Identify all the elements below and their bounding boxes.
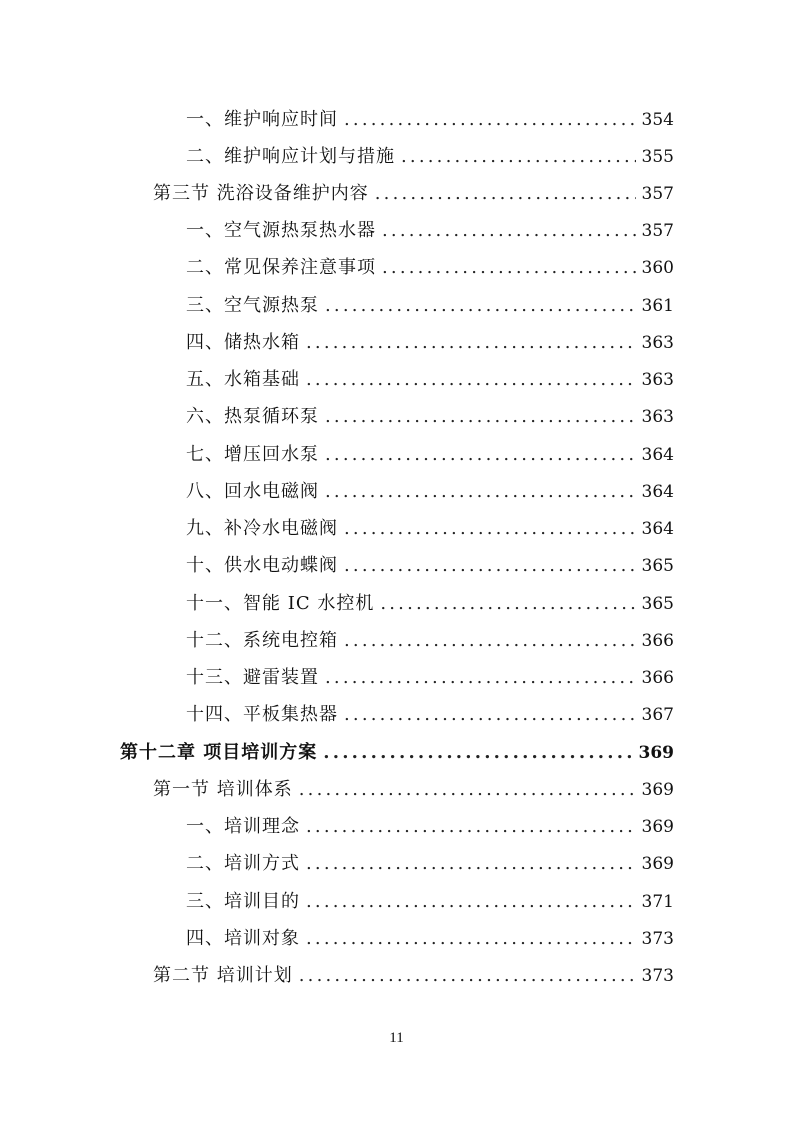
toc-entry-page: 364: [641, 445, 674, 465]
toc-dot-leader: [382, 216, 636, 246]
toc-entry[interactable]: [186, 105, 674, 135]
toc-entry-page: 357: [641, 184, 674, 204]
toc-dot-leader: [306, 812, 636, 842]
toc-entry[interactable]: [186, 142, 674, 172]
toc-entry-label: 十二、系统电控箱: [186, 630, 338, 651]
toc-entry[interactable]: [186, 589, 674, 619]
toc-entry[interactable]: [186, 626, 674, 656]
toc-entry-page: 363: [641, 370, 674, 390]
toc-entry-page: 373: [641, 929, 674, 949]
toc-entry-page: 366: [641, 668, 674, 688]
toc-entry[interactable]: [186, 440, 674, 470]
toc-entry[interactable]: [153, 179, 674, 209]
toc-dot-leader: [382, 253, 636, 283]
toc-entry[interactable]: [186, 365, 674, 395]
toc-dot-leader: [380, 589, 635, 619]
toc-entry-label: 十、供水电动蝶阀: [186, 555, 338, 576]
toc-dot-leader: [325, 440, 636, 470]
toc-entry-label: 三、培训目的: [186, 891, 300, 912]
toc-entry-label: 二、培训方式: [186, 853, 300, 874]
toc-entry-page: 364: [641, 519, 674, 539]
toc-dot-leader: [299, 775, 636, 805]
toc-entry-page: 360: [641, 258, 674, 278]
toc-entry-label: 六、热泵循环泵: [186, 406, 319, 427]
toc-dot-leader: [325, 291, 636, 321]
toc-entry-page: 364: [641, 482, 674, 502]
toc-dot-leader: [323, 738, 632, 768]
toc-entry-label: 七、增压回水泵: [186, 444, 319, 465]
toc-entry[interactable]: [186, 924, 674, 954]
toc-entry[interactable]: [153, 775, 674, 805]
toc-dot-leader: [306, 924, 636, 954]
toc-entry[interactable]: [186, 514, 674, 544]
toc-dot-leader: [325, 663, 636, 693]
toc-entry-page: 371: [641, 892, 674, 912]
toc-entry-page: 361: [641, 296, 674, 316]
toc-entry-label: 一、培训理念: [186, 816, 300, 837]
toc-entry-page: 369: [641, 817, 674, 837]
toc-entry-label: 五、水箱基础: [186, 369, 300, 390]
toc-dot-leader: [344, 105, 636, 135]
toc-entry-label: 三、空气源热泵: [186, 295, 319, 316]
toc-entry-label: 四、储热水箱: [186, 332, 300, 353]
toc-entry-page: 357: [641, 221, 674, 241]
toc-entry[interactable]: [186, 291, 674, 321]
toc-entry-label: 四、培训对象: [186, 928, 300, 949]
page-number: 11: [389, 1030, 404, 1046]
toc-entry-label: 一、维护响应时间: [186, 109, 338, 130]
toc-entry-label: 二、常见保养注意事项: [186, 257, 376, 278]
toc-entry[interactable]: [186, 328, 674, 358]
toc-entry-label: 二、维护响应计划与措施: [186, 146, 395, 167]
toc-entry-label: 八、回水电磁阀: [186, 481, 319, 502]
toc-dot-leader: [344, 551, 636, 581]
toc-entry[interactable]: [186, 663, 674, 693]
toc-entry-page: 363: [641, 333, 674, 353]
toc-dot-leader: [401, 142, 636, 172]
toc-entry-label: 十一、智能 IC 水控机: [186, 593, 375, 614]
toc-entry[interactable]: [153, 961, 674, 991]
toc-entry[interactable]: [186, 887, 674, 917]
toc-entry[interactable]: [186, 551, 674, 581]
toc-entry-page: 369: [638, 743, 674, 763]
toc-entry-page: 366: [641, 631, 674, 651]
toc-dot-leader: [306, 849, 636, 879]
toc-entry-label: 十三、避雷装置: [186, 667, 319, 688]
toc-dot-leader: [299, 961, 636, 991]
toc-entry-label: 一、空气源热泵热水器: [186, 220, 376, 241]
toc-entry-label: 第一节 培训体系: [153, 779, 293, 800]
toc-entry[interactable]: [186, 253, 674, 283]
toc-entry-page: 367: [641, 705, 674, 725]
toc-chapter-entry[interactable]: [120, 738, 674, 768]
toc-entry-page: 373: [641, 966, 674, 986]
toc-entry-page: 363: [641, 407, 674, 427]
toc-dot-leader: [344, 700, 636, 730]
toc-entry-page: 369: [641, 780, 674, 800]
toc-entry[interactable]: [186, 812, 674, 842]
toc-dot-leader: [375, 179, 636, 209]
toc-entry-page: 365: [641, 594, 674, 614]
toc-entry-label: 十四、平板集热器: [186, 704, 338, 725]
toc-dot-leader: [325, 477, 636, 507]
toc-entry[interactable]: [186, 849, 674, 879]
toc-dot-leader: [344, 626, 636, 656]
toc-entry-label: 第三节 洗浴设备维护内容: [153, 183, 369, 204]
toc-dot-leader: [306, 365, 636, 395]
toc-entry-label: 九、补冷水电磁阀: [186, 518, 338, 539]
toc-entry[interactable]: [186, 477, 674, 507]
toc-dot-leader: [325, 402, 636, 432]
toc-entry-page: 355: [641, 147, 674, 167]
toc-entry[interactable]: [186, 700, 674, 730]
toc-entry[interactable]: [186, 402, 674, 432]
toc-entry-page: 365: [641, 556, 674, 576]
toc-entry-page: 369: [641, 854, 674, 874]
toc-entry[interactable]: [186, 216, 674, 246]
toc-dot-leader: [306, 328, 636, 358]
toc-entry-page: 354: [641, 110, 674, 130]
toc-dot-leader: [344, 514, 636, 544]
toc-entry-label: 第十二章 项目培训方案: [120, 742, 318, 763]
toc-entry-label: 第二节 培训计划: [153, 965, 293, 986]
toc-dot-leader: [306, 887, 636, 917]
